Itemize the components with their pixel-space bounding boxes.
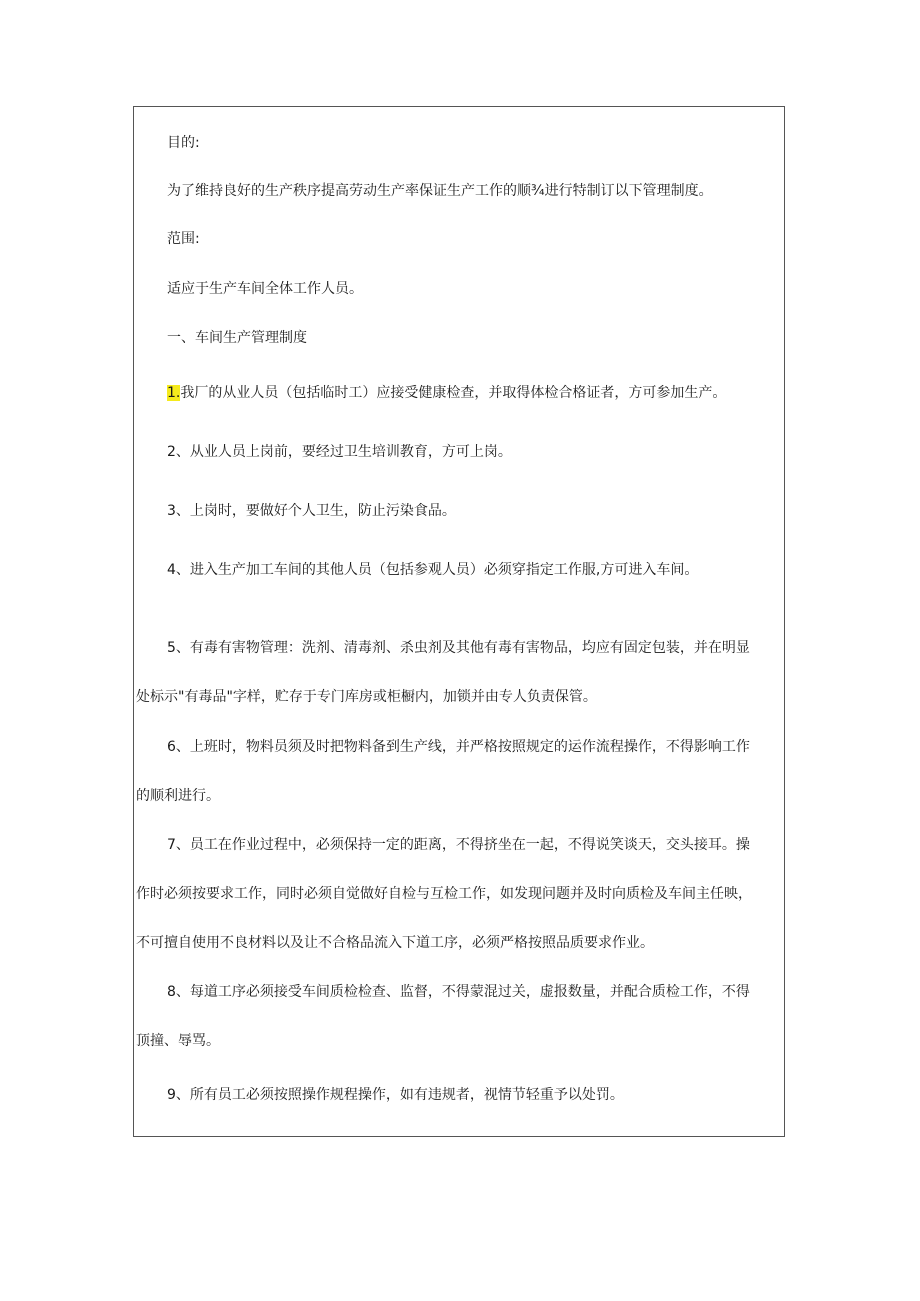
rule-7-line-1: 7、员工在作业过程中，必须保持一定的距离，不得挤坐在一起，不得说笑谈天，交头接耳。操 [167, 837, 750, 853]
scope-label: 范围: [167, 231, 200, 247]
rule-4: 4、进入生产加工车间的其他人员（包括参观人员）必须穿指定工作服,方可进入车间。 [167, 562, 699, 578]
rule-5-line-2: 处标示"有毒品"字样，贮存于专门库房或柜橱内，加锁并由专人负责保管。 [136, 689, 597, 705]
rule-1 [134, 381, 786, 405]
rule-1-number: 1. [167, 385, 181, 401]
purpose-text: 为了维持良好的生产秩序提高劳动生产率保证生产工作的顺¾进行特制订以下管理制度。 [167, 183, 713, 199]
rule-7-line-2: 作时必须按要求工作，同时必须自觉做好自检与互检工作，如发现问题并及时向质检及车间主任映， [136, 886, 752, 902]
rule-7-line-3: 不可擅自使用不良材料以及让不合格品流入下道工序，必须严格按照品质要求作业。 [136, 935, 654, 951]
rule-6-line-1: 6、上班时，物料员须及时把物料备到生产线，并严格按照规定的运作流程操作，不得影响工作 [167, 739, 750, 755]
document-frame [133, 106, 785, 1137]
rule-6-line-2: 的顺利进行。 [136, 788, 220, 804]
rule-2: 2、从业人员上岗前，要经过卫生培训教育，方可上岗。 [167, 444, 512, 460]
rule-3: 3、上岗时，要做好个人卫生，防止污染食品。 [167, 503, 456, 519]
rule-1-text: 我厂的从业人员（包括临时工）应接受健康检查，并取得体检合格证者，方可参加生产。 [180, 385, 727, 401]
rule-8-line-2: 顶撞、辱骂。 [136, 1033, 220, 1049]
rule-8-line-1: 8、每道工序必须接受车间质检检查、监督，不得蒙混过关，虚报数量，并配合质检工作，不得 [167, 984, 750, 1000]
section-title: 一、车间生产管理制度 [167, 330, 307, 346]
rule-5-line-1: 5、有毒有害物管理：洗剂、清毒剂、杀虫剂及其他有毒有害物品，均应有固定包装，并在明显 [167, 640, 750, 656]
rule-9: 9、所有员工必须按照操作规程操作，如有违规者，视情节轻重予以处罚。 [167, 1087, 624, 1103]
purpose-label: 目的: [167, 135, 200, 151]
scope-text: 适应于生产车间全体工作人员。 [167, 281, 363, 297]
